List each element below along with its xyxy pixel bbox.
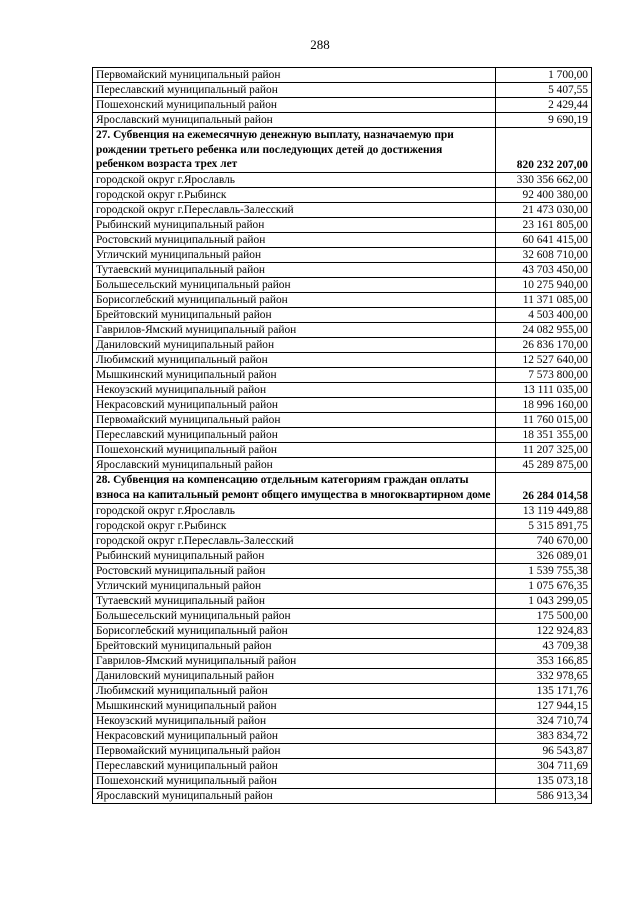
- table-row: [93, 653, 592, 668]
- amount-value: 2 429,44: [496, 98, 592, 113]
- table-row: [93, 353, 592, 368]
- municipality-name: Угличский муниципальный район: [93, 248, 496, 263]
- table-row: [93, 338, 592, 353]
- amount-value: 304 711,69: [496, 758, 592, 773]
- amount-value: 23 161 805,00: [496, 218, 592, 233]
- section-title: 27. Субвенция на ежемесячную денежную выплату, назначаемую при рождении третьего ребенка или последующих детей до достижения ребенком возраста трех лет: [93, 128, 496, 173]
- municipality-name: Первомайский муниципальный район: [93, 68, 496, 83]
- amount-value: 1 700,00: [496, 68, 592, 83]
- table-row: [93, 308, 592, 323]
- page-number: 288: [310, 37, 330, 52]
- table-row: [93, 188, 592, 203]
- municipality-name: Ярославский муниципальный район: [93, 113, 496, 128]
- amount-value: 11 371 085,00: [496, 293, 592, 308]
- table-row: [93, 428, 592, 443]
- table-row: [93, 233, 592, 248]
- municipality-name: Переславский муниципальный район: [93, 758, 496, 773]
- municipality-name: Мышкинский муниципальный район: [93, 368, 496, 383]
- amount-value: 13 111 035,00: [496, 383, 592, 398]
- table-row: [93, 113, 592, 128]
- section-total-amount: 26 284 014,58: [496, 473, 592, 503]
- table-row: [93, 203, 592, 218]
- amount-value: 135 073,18: [496, 773, 592, 788]
- municipality-name: Гаврилов-Ямский муниципальный район: [93, 323, 496, 338]
- amount-value: 11 760 015,00: [496, 413, 592, 428]
- table-row: [93, 623, 592, 638]
- municipality-name: городской округ г.Ярославль: [93, 173, 496, 188]
- amount-value: 353 166,85: [496, 653, 592, 668]
- section-header-row: [93, 128, 592, 173]
- municipality-name: городской округ г.Переславль-Залесский: [93, 203, 496, 218]
- amount-value: 43 709,38: [496, 638, 592, 653]
- municipality-name: городской округ г.Ярославль: [93, 503, 496, 518]
- table-row: [93, 548, 592, 563]
- section-header-row: [93, 473, 592, 503]
- table-row: [93, 713, 592, 728]
- table-row: [93, 263, 592, 278]
- section-title: 28. Субвенция на компенсацию отдельным категориям граждан оплаты взноса на капитальный ремонт общего имущества в многоквартирном доме: [93, 473, 496, 503]
- table-row: [93, 173, 592, 188]
- amount-value: 5 407,55: [496, 83, 592, 98]
- table-row: [93, 503, 592, 518]
- municipality-name: Гаврилов-Ямский муниципальный район: [93, 653, 496, 668]
- amount-value: 175 500,00: [496, 608, 592, 623]
- table-row: [93, 758, 592, 773]
- amount-value: 92 400 380,00: [496, 188, 592, 203]
- amount-value: 135 171,76: [496, 683, 592, 698]
- municipality-name: Некрасовский муниципальный район: [93, 398, 496, 413]
- amount-value: 1 075 676,35: [496, 578, 592, 593]
- table-row: [93, 443, 592, 458]
- table-row: [93, 773, 592, 788]
- municipality-name: Угличский муниципальный район: [93, 578, 496, 593]
- amount-value: 1 043 299,05: [496, 593, 592, 608]
- amount-value: 60 641 415,00: [496, 233, 592, 248]
- amount-value: 9 690,19: [496, 113, 592, 128]
- table-row: [93, 563, 592, 578]
- municipality-name: городской округ г.Переславль-Залесский: [93, 533, 496, 548]
- amount-value: 21 473 030,00: [496, 203, 592, 218]
- amount-value: 332 978,65: [496, 668, 592, 683]
- section-total-amount: 820 232 207,00: [496, 128, 592, 173]
- amount-value: 18 351 355,00: [496, 428, 592, 443]
- table-row: [93, 98, 592, 113]
- amount-value: 43 703 450,00: [496, 263, 592, 278]
- municipality-name: Мышкинский муниципальный район: [93, 698, 496, 713]
- amount-value: 12 527 640,00: [496, 353, 592, 368]
- municipality-name: городской округ г.Рыбинск: [93, 188, 496, 203]
- municipality-name: Рыбинский муниципальный район: [93, 548, 496, 563]
- municipality-name: Любимский муниципальный район: [93, 353, 496, 368]
- table-row: [93, 413, 592, 428]
- table-row: [93, 698, 592, 713]
- municipality-name: Ярославский муниципальный район: [93, 458, 496, 473]
- municipality-name: Рыбинский муниципальный район: [93, 218, 496, 233]
- municipality-name: Некоузский муниципальный район: [93, 713, 496, 728]
- amount-value: 1 539 755,38: [496, 563, 592, 578]
- municipality-name: Пошехонский муниципальный район: [93, 98, 496, 113]
- amount-value: 4 503 400,00: [496, 308, 592, 323]
- table-row: [93, 728, 592, 743]
- municipality-name: Первомайский муниципальный район: [93, 413, 496, 428]
- amount-value: 326 089,01: [496, 548, 592, 563]
- table-body: [93, 68, 592, 804]
- table-row: [93, 398, 592, 413]
- amount-value: 383 834,72: [496, 728, 592, 743]
- municipality-name: Пошехонский муниципальный район: [93, 773, 496, 788]
- amount-value: 32 608 710,00: [496, 248, 592, 263]
- amount-value: 26 836 170,00: [496, 338, 592, 353]
- municipality-name: Большесельский муниципальный район: [93, 608, 496, 623]
- subvention-table: [92, 67, 592, 804]
- table-row: [93, 518, 592, 533]
- amount-value: 96 543,87: [496, 743, 592, 758]
- table-row: [93, 743, 592, 758]
- municipality-name: Брейтовский муниципальный район: [93, 308, 496, 323]
- table-row: [93, 683, 592, 698]
- municipality-name: Пошехонский муниципальный район: [93, 443, 496, 458]
- table-row: [93, 368, 592, 383]
- municipality-name: Даниловский муниципальный район: [93, 338, 496, 353]
- table-row: [93, 218, 592, 233]
- amount-value: 740 670,00: [496, 533, 592, 548]
- table-row: [93, 638, 592, 653]
- amount-value: 127 944,15: [496, 698, 592, 713]
- municipality-name: Даниловский муниципальный район: [93, 668, 496, 683]
- amount-value: 45 289 875,00: [496, 458, 592, 473]
- table-row: [93, 788, 592, 803]
- amount-value: 330 356 662,00: [496, 173, 592, 188]
- amount-value: 122 924,83: [496, 623, 592, 638]
- amount-value: 7 573 800,00: [496, 368, 592, 383]
- municipality-name: Переславский муниципальный район: [93, 428, 496, 443]
- amount-value: 13 119 449,88: [496, 503, 592, 518]
- table-row: [93, 293, 592, 308]
- amount-value: 10 275 940,00: [496, 278, 592, 293]
- municipality-name: Переславский муниципальный район: [93, 83, 496, 98]
- table-row: [93, 278, 592, 293]
- municipality-name: Ростовский муниципальный район: [93, 233, 496, 248]
- table-row: [93, 83, 592, 98]
- municipality-name: Брейтовский муниципальный район: [93, 638, 496, 653]
- amount-value: 5 315 891,75: [496, 518, 592, 533]
- municipality-name: Тутаевский муниципальный район: [93, 263, 496, 278]
- municipality-name: Любимский муниципальный район: [93, 683, 496, 698]
- municipality-name: Некоузский муниципальный район: [93, 383, 496, 398]
- municipality-name: Тутаевский муниципальный район: [93, 593, 496, 608]
- amount-value: 18 996 160,00: [496, 398, 592, 413]
- table-row: [93, 608, 592, 623]
- table-row: [93, 458, 592, 473]
- table-row: [93, 578, 592, 593]
- municipality-name: Ярославский муниципальный район: [93, 788, 496, 803]
- municipality-name: Борисоглебский муниципальный район: [93, 293, 496, 308]
- table-row: [93, 383, 592, 398]
- amount-value: 324 710,74: [496, 713, 592, 728]
- municipality-name: Большесельский муниципальный район: [93, 278, 496, 293]
- table-row: [93, 593, 592, 608]
- municipality-name: Борисоглебский муниципальный район: [93, 623, 496, 638]
- table-row: [93, 248, 592, 263]
- amount-value: 11 207 325,00: [496, 443, 592, 458]
- table-row: [93, 668, 592, 683]
- amount-value: 586 913,34: [496, 788, 592, 803]
- amount-value: 24 082 955,00: [496, 323, 592, 338]
- municipality-name: Ростовский муниципальный район: [93, 563, 496, 578]
- table-row: [93, 68, 592, 83]
- table-row: [93, 533, 592, 548]
- table-row: [93, 323, 592, 338]
- municipality-name: Первомайский муниципальный район: [93, 743, 496, 758]
- municipality-name: городской округ г.Рыбинск: [93, 518, 496, 533]
- municipality-name: Некрасовский муниципальный район: [93, 728, 496, 743]
